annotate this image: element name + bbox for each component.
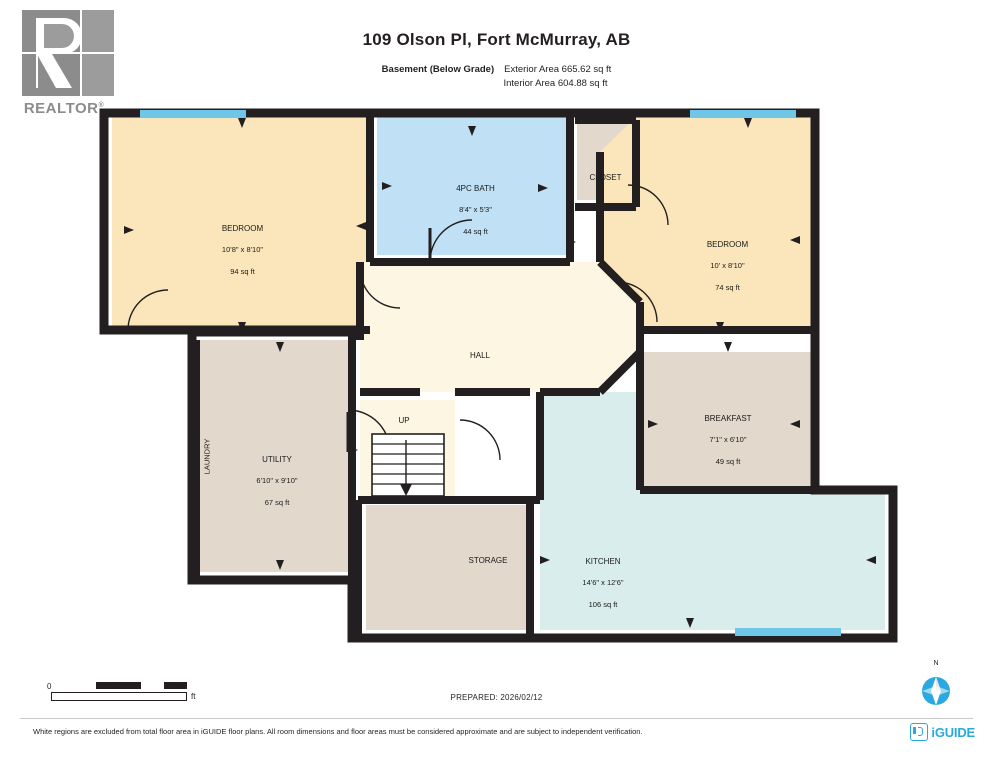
scale-bar-segment xyxy=(164,682,187,689)
room-fill-bedroom-left xyxy=(112,113,370,330)
footer-divider xyxy=(20,718,973,719)
compass-icon xyxy=(915,670,957,712)
room-label-laundry: LAUNDRY xyxy=(202,438,212,475)
room-label-kitchen: KITCHEN 14'6" x 12'6" 106 sq ft xyxy=(582,556,624,610)
room-label-hall: HALL xyxy=(469,350,490,360)
room-label-breakfast: BREAKFAST 7'1" x 6'10" 49 sq ft xyxy=(704,413,752,467)
iguide-logo xyxy=(910,722,975,742)
room-label-utility: UTILITY 6'10" x 9'10" 67 sq ft xyxy=(256,454,298,508)
scale-bar-segment xyxy=(96,682,141,689)
scale-tick-3: 3 xyxy=(111,682,116,691)
page-title: 109 Olson Pl, Fort McMurray, AB xyxy=(362,30,631,49)
room-fill-hall xyxy=(360,262,640,392)
room-label-up: UP xyxy=(398,415,410,425)
room-label-bath: 4PC BATH 8'4" x 5'3" 44 sq ft xyxy=(456,183,495,237)
scale-tick-6: 6 xyxy=(179,682,184,691)
disclaimer-text: White regions are excluded from total floor area in iGUIDE floor plans. All room dimensions and floor areas must be considered approximate and are subject to independent verification. xyxy=(33,727,643,736)
realtor-wordmark: REALTOR® xyxy=(23,100,105,117)
room-fill-utility xyxy=(200,340,350,572)
compass-north-label: N xyxy=(933,660,939,667)
room-label-closet: CLOSET xyxy=(589,172,622,182)
interior-area: Interior Area 604.88 sq ft xyxy=(503,78,608,89)
compass-rose xyxy=(915,660,957,712)
iguide-badge-icon xyxy=(910,723,928,741)
exterior-area: Exterior Area 665.62 sq ft xyxy=(504,64,612,75)
room-fill-storage xyxy=(366,505,530,630)
iguide-wordmark: iGUIDE xyxy=(931,724,975,740)
room-label-storage: STORAGE xyxy=(468,555,508,565)
scale-tick-0: 0 xyxy=(47,682,52,691)
floor-label: Basement (Below Grade) xyxy=(381,64,495,75)
prepared-date: PREPARED: 2026/02/12 xyxy=(450,693,543,702)
scale-unit: ft xyxy=(191,692,196,701)
room-fill-bath xyxy=(377,113,570,255)
stairs xyxy=(372,434,444,496)
room-label-bedroom-right: BEDROOM 10' x 8'10" 74 sq ft xyxy=(706,239,749,293)
room-label-bedroom-left: BEDROOM 10'8" x 8'10" 94 sq ft xyxy=(221,223,264,277)
room-fill-breakfast xyxy=(640,352,815,490)
